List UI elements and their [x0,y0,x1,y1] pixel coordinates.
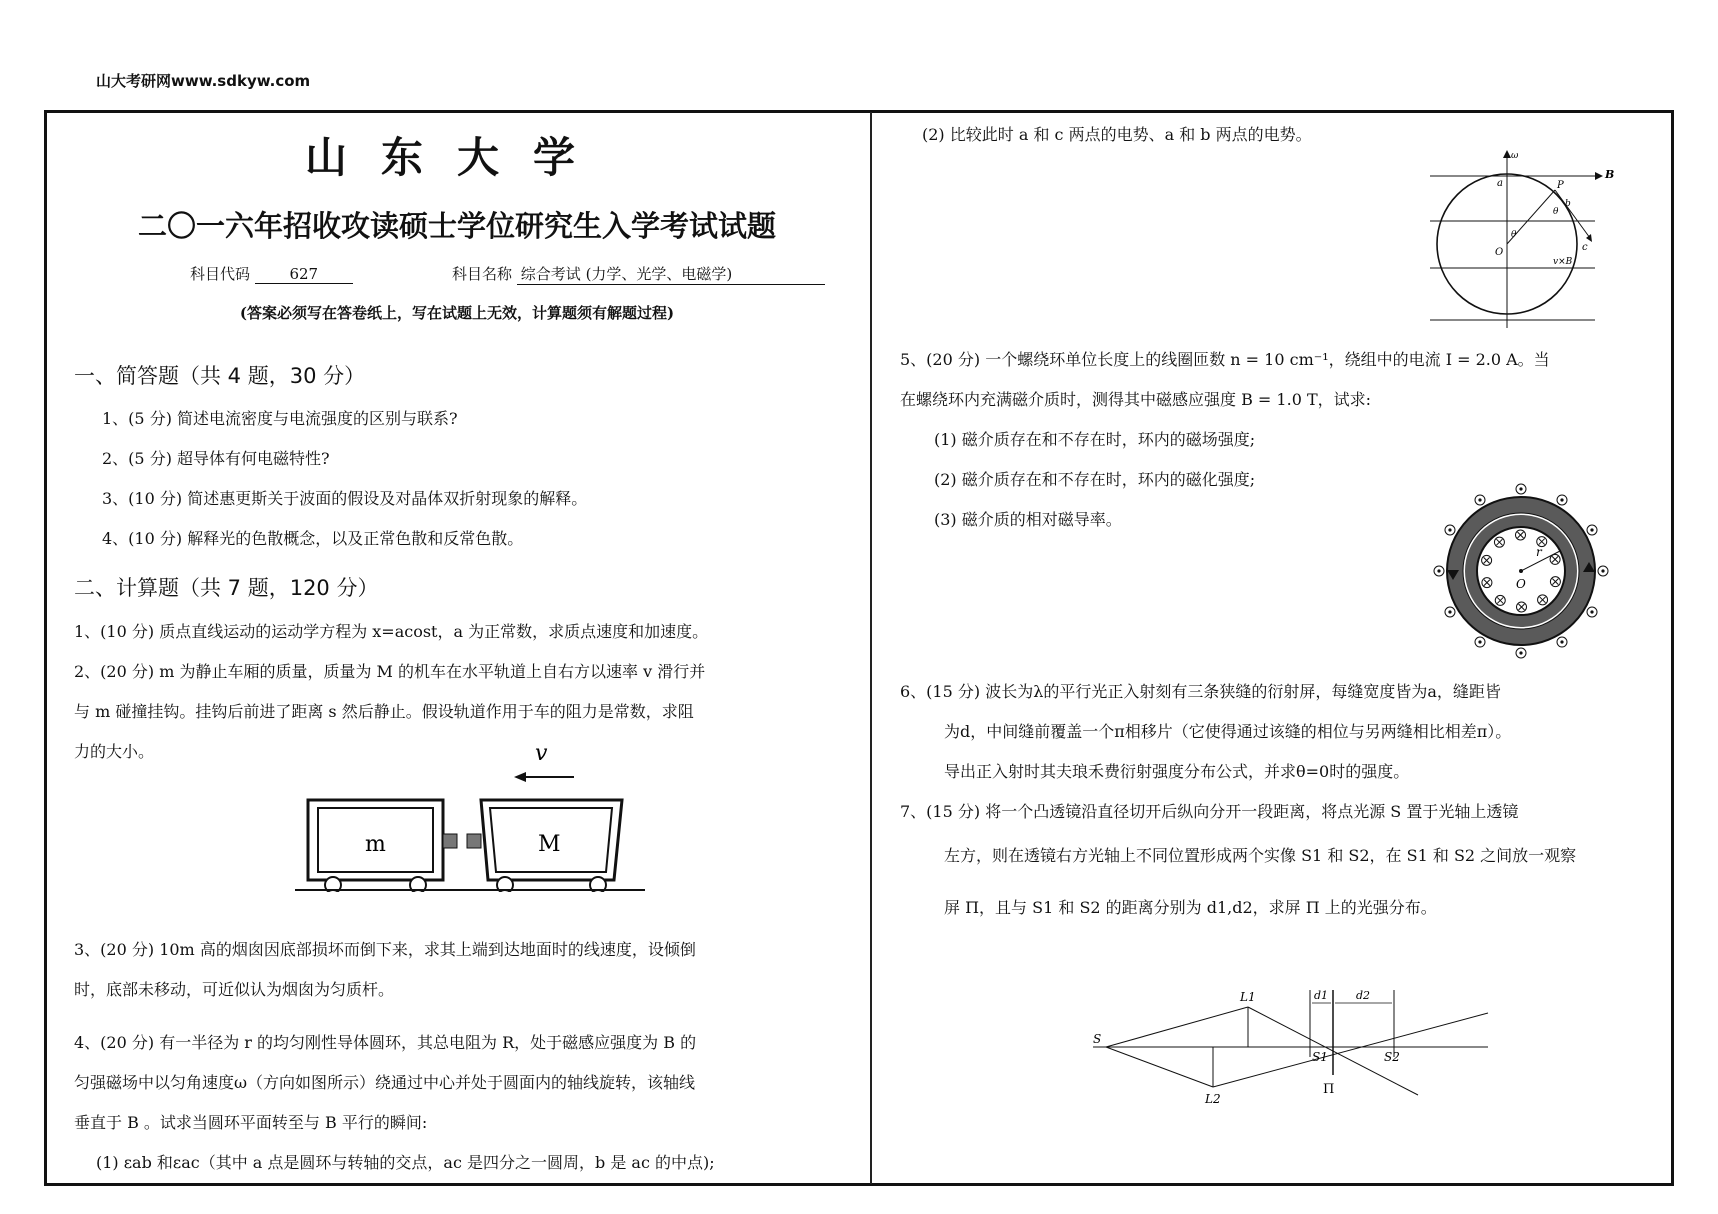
axis-arrowhead [1503,150,1511,158]
source-S-label: S [1093,1032,1102,1046]
velocity-arrowhead [514,772,526,782]
s2-question-7-line1: 7、(15 分) 将一个凸透镜沿直径切开后纵向分开一段距离，将点光源 S 置于光轴上透镜 [900,802,1519,821]
s2-question-3-line2: 时，底部未移动，可近似认为烟囱为匀质杆。 [74,980,395,999]
code-value: 627 [255,265,353,284]
toroid-figure [1428,478,1614,664]
s2-question-7-line2: 左方，则在透镜右方光轴上不同位置形成两个实像 S1 和 S2，在 S1 和 S2 之间放一观察 [944,846,1577,865]
s2-question-4-line2: 匀强磁场中以匀角速度ω（方向如图所示）绕通过中心并处于圆面内的轴线旋转，该轴线 [74,1073,696,1092]
point-b-label: b [1565,199,1571,209]
s2-question-1: 1、(10 分) 质点直线运动的运动学方程为 x=acost，a 为正常数，求质点速度和加速度。 [74,622,709,641]
point-a-label: a [1497,178,1503,189]
field-arrowhead [1595,172,1603,180]
omega-label: ω [1511,151,1519,161]
lens-L1-label: L1 [1240,990,1256,1004]
s2-question-3-line1: 3、(20 分) 10m 高的烟囱因底部损坏而倒下来，求其上端到达地面时的线速度，设倾倒 [74,940,696,959]
ring-field-figure [1425,148,1625,333]
d2-label: d2 [1356,989,1371,1002]
theta-label-1: θ [1511,230,1517,240]
winding-dot-center [1478,640,1481,643]
cart-collision-figure [290,742,660,892]
s2-question-5-line2: 在螺绕环内充满磁介质时，测得其中磁感应强度 B = 1.0 T，试求: [900,390,1372,409]
name-label: 科目名称 [452,265,513,283]
center-O-label: O [1495,247,1504,258]
s2-question-4-line4: (1) εab 和εac（其中 a 点是圆环与转轴的交点，ac 是四分之一圆周，b 是 ac 的中点); [96,1153,715,1172]
s2-question-6-line2: 为d，中间缝前覆盖一个π相移片（它使得通过该缝的相位与另两缝相比相差π）。 [944,722,1512,741]
toroid-center [1519,569,1523,573]
coupler-right [467,834,481,848]
section2-heading: 二、计算题（共 7 题，120 分） [74,576,379,600]
s2-question-7-line3: 屏 Π，且与 S1 和 S2 的距离分别为 d1,d2，求屏 Π 上的光强分布。 [944,898,1437,917]
subject-name [452,263,825,285]
winding-dot-center [1601,569,1604,572]
section1-heading: 一、简答题（共 4 题，30 分） [74,364,366,388]
s2-question-5-part3: (3) 磁介质的相对磁导率。 [934,510,1122,529]
winding-dot-center [1590,528,1593,531]
s1-question-1: 1、(5 分) 简述电流密度与电流强度的区别与联系? [102,409,458,428]
s2-question-2-line2: 与 m 碰撞挂钩。挂钩后前进了距离 s 然后静止。假设轨道作用于车的阻力是常数，求阻 [74,702,694,721]
s2-question-5-part1: (1) 磁介质存在和不存在时，环内的磁场强度; [934,430,1256,449]
split-lens-figure [1088,985,1508,1110]
cart-m-label: m [365,832,386,857]
s1-question-3: 3、(10 分) 简述惠更斯关于波面的假设及对晶体双折射现象的解释。 [102,489,588,508]
image-S1-label: S1 [1312,1050,1328,1064]
cart-M-label: M [538,832,561,857]
s1-question-2: 2、(5 分) 超导体有何电磁特性? [102,449,330,468]
s2-question-5-part2: (2) 磁介质存在和不存在时，环内的磁化强度; [934,470,1256,489]
coupler-left [443,834,457,848]
d1-label: d1 [1314,989,1329,1002]
vxB-arrowhead [1586,234,1592,242]
winding-dot-center [1519,487,1522,490]
vxB-direction [1555,190,1590,238]
s2-question-6-line3: 导出正入射时其夫琅禾费衍射强度分布公式，并求θ=0时的强度。 [944,762,1410,781]
university-title: 山东大学 [304,133,609,182]
image-S2-label: S2 [1384,1050,1400,1064]
code-label: 科目代码 [190,265,251,283]
subject-code [190,263,353,284]
exam-title: 二〇一六年招收攻读硕士学位研究生入学考试试题 [137,209,776,243]
winding-dot-center [1478,498,1481,501]
s1-question-4: 4、(10 分) 解释光的色散概念，以及正常色散和反常色散。 [102,529,524,548]
theta-label-2: θ [1553,207,1559,217]
ray [1213,1013,1488,1087]
winding-dot-center [1437,569,1440,572]
site-watermark: 山大考研网www.sdkyw.com [96,72,311,90]
lens-L2-label: L2 [1205,1092,1221,1106]
velocity-label: v [535,742,548,766]
answer-note: (答案必须写在答卷纸上，写在试题上无效，计算题须有解题过程) [239,304,675,322]
s2-question-4-line3: 垂直于 B 。试求当圆环平面转至与 B 平行的瞬间: [74,1113,428,1132]
s2-question-2-line1: 2、(20 分) m 为静止车厢的质量，质量为 M 的机车在水平轨道上自右方以速率 v 滑行并 [74,662,706,681]
s2-question-4-line1: 4、(20 分) 有一半径为 r 的均匀刚性导体圆环，其总电阻为 R，处于磁感应强度为 B 的 [74,1033,697,1052]
toroid-center-label: O [1516,577,1526,591]
winding-dot-center [1560,498,1563,501]
point-c-label: c [1582,242,1588,253]
s2-question-6-line1: 6、(15 分) 波长为λ的平行光正入射刻有三条狭缝的衍射屏，每缝宽度皆为a，缝距皆 [900,682,1501,701]
winding-dot-center [1519,651,1522,654]
column-divider [870,112,872,1184]
point-P-label: P [1557,180,1564,191]
screen-Pi-label: Π [1323,1082,1335,1097]
vxB-label: v×B [1553,257,1573,267]
field-B-label: B [1605,168,1615,181]
s2-question-5-line1: 5、(20 分) 一个螺绕环单位长度上的线圈匝数 n = 10 cm⁻¹，绕组中的电流 I = 2.0 A。当 [900,350,1550,369]
winding-dot-center [1448,528,1451,531]
name-value: 综合考试 (力学、光学、电磁学) [517,263,825,285]
ray [1106,1007,1248,1047]
winding-dot-center [1590,610,1593,613]
winding-dot-center [1448,610,1451,613]
winding-dot-center [1560,640,1563,643]
radius-r-label: r [1536,545,1542,559]
s2-question-2-line3: 力的大小。 [74,742,155,761]
s2-question-4-part2: (2) 比较此时 a 和 c 两点的电势、a 和 b 两点的电势。 [922,125,1312,144]
ray [1106,1047,1213,1087]
